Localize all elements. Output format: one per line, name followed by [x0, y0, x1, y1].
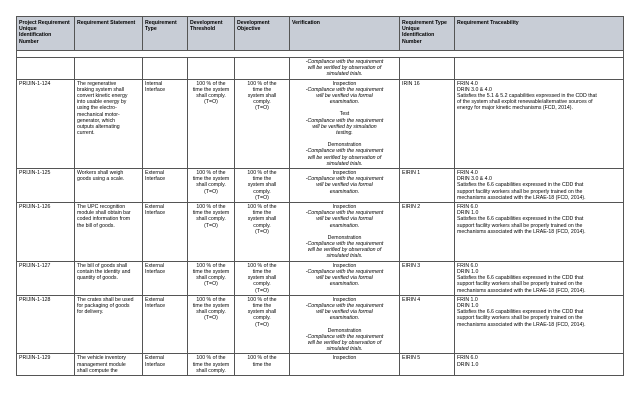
- text-line: time the system: [192, 86, 230, 93]
- text-line: Satisfies the 6.6 capabilities expressed in the CDD that: [457, 275, 584, 282]
- verification-method: Test: [339, 111, 350, 118]
- verification-text: -Compliance with the requirement: [305, 333, 384, 340]
- text-line: 100 % of the: [247, 262, 277, 269]
- text-line: Verification: [292, 20, 320, 26]
- verification: [290, 261, 400, 295]
- text-line: External: [145, 262, 165, 269]
- verification-text: -Compliance with the requirement: [305, 148, 384, 155]
- text-line: will be verified by observation of: [307, 65, 382, 72]
- verification-method: Inspection: [332, 80, 357, 87]
- text-line: support facility workers shall be properly trained on the: [457, 188, 583, 195]
- text-line: shall comply.: [196, 367, 226, 374]
- table-body: [17, 51, 624, 376]
- table-row: [17, 354, 624, 376]
- text-line: quantity of goods.: [77, 275, 118, 282]
- text-line: time the: [252, 210, 272, 217]
- text-line: The bill of goods shall: [77, 262, 128, 269]
- text-line: comply.: [253, 222, 271, 229]
- text-line: support facility workers shall be properly trained on the: [457, 281, 583, 288]
- text-line: coded information from: [77, 216, 131, 223]
- header-row: [17, 17, 624, 51]
- text-line: DRIN 1.0: [457, 302, 479, 309]
- text-line: 100 % of the: [196, 204, 226, 211]
- verification: [290, 169, 400, 203]
- requirement-type-id: EIRIN 5: [400, 354, 455, 376]
- text-line: Satisfies the 6.6 capabilities expressed in the CDD that: [457, 309, 584, 316]
- text-line: system shall: [247, 93, 277, 100]
- text-line: the bill of goods.: [77, 222, 115, 229]
- text-line: Internal: [145, 80, 163, 87]
- verification-text: -Compliance with the requirement: [305, 176, 384, 183]
- text-line: 100 % of the: [247, 80, 277, 87]
- text-line: shall comply.: [196, 182, 226, 189]
- development-objective: [235, 79, 290, 168]
- text-line: The regenerative: [77, 80, 117, 87]
- verification-method: Inspection: [332, 204, 357, 211]
- text-line: Interface: [145, 302, 166, 309]
- verification-text: simulated trials.: [326, 253, 363, 260]
- text-line: (T=O): [204, 315, 218, 322]
- text-line: for delivery.: [77, 309, 104, 316]
- text-line: time the system: [192, 176, 230, 183]
- text-line: time the: [252, 86, 272, 93]
- verification-text: will be verified via formal: [316, 182, 373, 189]
- requirement-type: [143, 203, 188, 262]
- text-line: External: [145, 204, 165, 211]
- text-line: convert kinetic energy: [77, 93, 128, 100]
- text-line: Satisfies the 6.6 capabilities expressed in the CDD that: [457, 182, 584, 189]
- text-line: Identification: [402, 32, 435, 39]
- requirement-statement: [75, 261, 143, 295]
- text-line: time the system: [192, 210, 230, 217]
- requirement-traceability: [455, 295, 624, 354]
- text-line: (T=O): [255, 287, 269, 294]
- verification-text: -Compliance with the requirement: [305, 210, 384, 217]
- text-line: module shall obtain bar: [77, 210, 131, 217]
- requirement-id: PRIJIN-1-124: [17, 79, 75, 168]
- text-line: 100 % of the: [196, 262, 226, 269]
- verification-method: Inspection: [332, 296, 357, 303]
- text-line: FRIN 6.0: [457, 262, 478, 269]
- text-line: Interface: [145, 210, 166, 217]
- header-project-requirement-id: [17, 17, 75, 51]
- gap-row: [17, 51, 624, 58]
- text-line: comply.: [253, 315, 271, 322]
- text-line: system shall: [247, 309, 277, 316]
- verification: [290, 203, 400, 262]
- requirement-statement: [75, 79, 143, 168]
- text-line: system shall: [247, 275, 277, 282]
- requirement-traceability: [455, 79, 624, 168]
- text-line: -Compliance with the requirement: [305, 59, 384, 65]
- text-line: FRIN 4.0: [457, 170, 478, 177]
- verification-text: testing.: [336, 130, 353, 137]
- development-objective: [235, 354, 290, 376]
- text-line: (T=O): [255, 105, 269, 112]
- text-line: mechanisms associated with the LRAE-18 (FCD, 2014).: [457, 228, 586, 235]
- verification-text: -Compliance with the requirement: [305, 268, 384, 275]
- text-line: (T=O): [255, 321, 269, 328]
- verification-text: -Compliance with the requirement: [305, 86, 384, 93]
- text-line: DRIN 3.0 & 4.0: [457, 176, 492, 183]
- text-line: Identification: [19, 32, 52, 39]
- text-line: The crates shall be used: [77, 296, 134, 303]
- requirement-traceability: [455, 354, 624, 376]
- development-threshold: [188, 295, 235, 354]
- text-line: shall comply.: [196, 93, 226, 100]
- text-line: time the system: [192, 361, 230, 368]
- text-line: for packaging of goods: [77, 302, 130, 309]
- requirement-id: PRIJIN-1-129: [17, 354, 75, 376]
- text-line: mechanisms associated with the LRAE-18 (FCD, 2014).: [457, 321, 586, 328]
- text-line: mechanical motor-: [77, 111, 120, 118]
- header-requirement-type: [143, 17, 188, 51]
- text-line: Interface: [145, 176, 166, 183]
- text-line: 100 % of the: [196, 355, 226, 362]
- requirement-traceability: [455, 169, 624, 203]
- header-requirement-type-id: [400, 17, 455, 51]
- verification: [290, 354, 400, 376]
- text-line: DRIN 1.0: [457, 361, 479, 368]
- text-line: simulated trials.: [326, 71, 363, 78]
- text-line: The vehicle inventory: [77, 355, 127, 362]
- text-line: The UPC recognition: [77, 204, 126, 211]
- requirement-statement: [75, 354, 143, 376]
- text-line: shall comply.: [196, 216, 226, 223]
- text-line: (T=O): [204, 222, 218, 229]
- text-line: Development: [237, 20, 270, 26]
- development-threshold: [188, 261, 235, 295]
- requirement-type-id: EIRIN 3: [400, 261, 455, 295]
- verification-text: -Compliance with the requirement: [305, 241, 384, 248]
- text-line: (T=O): [204, 281, 218, 288]
- verification-text: examination.: [329, 99, 360, 106]
- text-line: generator, which: [77, 117, 116, 124]
- text-line: comply.: [253, 281, 271, 288]
- text-line: of the system shall exploit renewable/alternative sources of: [457, 99, 593, 106]
- verification-text: will be verified via formal: [316, 275, 373, 282]
- verification-method: Demonstration: [327, 142, 362, 149]
- text-line: mechanisms associated with the LRAE-18 (FCD, 2014).: [457, 194, 586, 201]
- text-line: (T=O): [255, 194, 269, 201]
- text-line: Project Requirement: [19, 20, 70, 26]
- requirement-id: PRIJIN-1-125: [17, 169, 75, 203]
- continuation-row: [17, 58, 624, 80]
- text-line: FRIN 1.0: [457, 296, 478, 303]
- text-line: 100 % of the: [247, 204, 277, 211]
- requirement-type-id: EIRIN 2: [400, 203, 455, 262]
- text-line: 100 % of the: [247, 355, 277, 362]
- continuation-verification: [290, 58, 400, 80]
- text-line: time the system: [192, 268, 230, 275]
- development-objective: [235, 203, 290, 262]
- text-line: Unique: [19, 26, 37, 33]
- header-verification: [290, 17, 400, 51]
- requirements-table: [16, 16, 624, 376]
- text-line: Requirement: [145, 20, 177, 26]
- text-line: FRIN 6.0: [457, 355, 478, 362]
- text-line: Unique: [402, 26, 420, 33]
- development-objective: [235, 261, 290, 295]
- verification-text: will be verified by observation of: [307, 247, 382, 254]
- text-line: outputs alternating: [77, 124, 120, 131]
- text-line: time the: [252, 361, 272, 368]
- text-line: DRIN 1.0: [457, 268, 479, 275]
- requirement-type: [143, 261, 188, 295]
- requirement-type-id: EIRIN 1: [400, 169, 455, 203]
- verification-method: Inspection: [332, 262, 357, 269]
- requirement-type: [143, 79, 188, 168]
- text-line: Requirement Statement: [77, 20, 136, 26]
- text-line: comply.: [253, 188, 271, 195]
- verification-text: examination.: [329, 222, 360, 229]
- text-line: 100 % of the: [196, 296, 226, 303]
- text-line: 100 % of the: [247, 296, 277, 303]
- header-requirement-traceability: [455, 17, 624, 51]
- development-threshold: [188, 354, 235, 376]
- requirement-id: PRIJIN-1-126: [17, 203, 75, 262]
- requirement-type-id: IRIN 16: [400, 79, 455, 168]
- text-line: system shall: [247, 182, 277, 189]
- text-line: goods using a scale.: [77, 176, 125, 183]
- development-threshold: [188, 79, 235, 168]
- text-line: Interface: [145, 268, 166, 275]
- text-line: management module: [77, 361, 126, 368]
- text-line: 100 % of the: [247, 170, 277, 177]
- text-line: Type: [145, 26, 157, 33]
- text-line: shall comply.: [196, 309, 226, 316]
- text-line: time the: [252, 176, 272, 183]
- verification: [290, 79, 400, 168]
- text-line: Satisfies the 5.1 & 5.2 capabilities expressed in the CDD that: [457, 93, 597, 100]
- text-line: Interface: [145, 86, 166, 93]
- text-line: Development: [190, 20, 223, 26]
- verification-method: Inspection: [332, 355, 357, 362]
- verification-text: will be verified by simulation: [312, 123, 377, 130]
- header-development-threshold: [188, 17, 235, 51]
- text-line: braking system shall: [77, 86, 124, 93]
- requirement-statement: [75, 203, 143, 262]
- development-objective: [235, 169, 290, 203]
- text-line: contain the identity and: [77, 268, 131, 275]
- verification-text: -Compliance with the requirement: [305, 117, 384, 124]
- development-objective: [235, 295, 290, 354]
- verification-text: examination.: [329, 188, 360, 195]
- text-line: using the electro-: [77, 105, 117, 112]
- text-line: External: [145, 296, 165, 303]
- verification-method: Demonstration: [327, 234, 362, 241]
- header-requirement-statement: [75, 17, 143, 51]
- text-line: Requirement Type: [402, 20, 447, 26]
- text-line: Objective: [237, 26, 261, 33]
- text-line: shall compute the: [77, 367, 118, 374]
- development-threshold: [188, 203, 235, 262]
- verification-text: will be verified via formal: [316, 216, 373, 223]
- text-line: system shall: [247, 216, 277, 223]
- verification: [290, 295, 400, 354]
- text-line: time the system: [192, 302, 230, 309]
- text-line: Requirement Traceability: [457, 20, 519, 26]
- text-line: 100 % of the: [196, 80, 226, 87]
- text-line: support facility workers shall be properly trained on the: [457, 315, 583, 322]
- text-line: (T=O): [204, 99, 218, 106]
- text-line: FRIN 6.0: [457, 204, 478, 211]
- text-line: External: [145, 355, 165, 362]
- requirement-statement: [75, 295, 143, 354]
- table-row: [17, 79, 624, 168]
- text-line: Workers shall weigh: [77, 170, 124, 177]
- table-row: [17, 261, 624, 295]
- requirement-traceability: [455, 261, 624, 295]
- verification-text: will be verified by observation of: [307, 154, 382, 161]
- text-line: mechanisms associated with the LRAE-18 (FCD, 2014).: [457, 287, 586, 294]
- text-line: External: [145, 170, 165, 177]
- verification-text: examination.: [329, 281, 360, 288]
- verification-text: -Compliance with the requirement: [305, 302, 384, 309]
- requirement-type: [143, 354, 188, 376]
- development-threshold: [188, 169, 235, 203]
- table-row: [17, 169, 624, 203]
- text-line: Satisfies the 6.6 capabilities expressed in the CDD that: [457, 216, 584, 223]
- verification-text: examination.: [329, 315, 360, 322]
- text-line: support facility workers shall be properly trained on the: [457, 222, 583, 229]
- header-development-objective: [235, 17, 290, 51]
- text-line: energy for major kinetic mechanisms (FCD, 2014).: [457, 105, 573, 112]
- text-line: 100 % of the: [196, 170, 226, 177]
- requirement-id: PRIJIN-1-127: [17, 261, 75, 295]
- verification-text: will be verified via formal: [316, 93, 373, 100]
- text-line: comply.: [253, 99, 271, 106]
- text-line: Number: [19, 38, 39, 45]
- requirement-id: PRIJIN-1-128: [17, 295, 75, 354]
- verification-text: will be verified by observation of: [307, 339, 382, 346]
- table-row: [17, 295, 624, 354]
- verification-method: Inspection: [332, 170, 357, 177]
- text-line: time the: [252, 302, 272, 309]
- requirement-type: [143, 169, 188, 203]
- text-line: Interface: [145, 361, 166, 368]
- requirement-type: [143, 295, 188, 354]
- verification-text: will be verified via formal: [316, 309, 373, 316]
- verification-text: simulated trials.: [326, 160, 363, 167]
- requirement-type-id: EIRIN 4: [400, 295, 455, 354]
- verification-text: simulated trials.: [326, 346, 363, 353]
- text-line: shall comply.: [196, 275, 226, 282]
- text-line: Number: [402, 38, 422, 45]
- table-row: [17, 203, 624, 262]
- requirement-statement: [75, 169, 143, 203]
- text-line: FRIN 4.0: [457, 80, 478, 87]
- text-line: current.: [77, 130, 95, 137]
- text-line: time the: [252, 268, 272, 275]
- text-line: DRIN 3.0 & 4.0: [457, 86, 492, 93]
- text-line: (T=O): [255, 228, 269, 235]
- text-line: (T=O): [204, 188, 218, 195]
- text-line: into usable energy by: [77, 99, 127, 106]
- verification-method: Demonstration: [327, 327, 362, 334]
- requirement-traceability: [455, 203, 624, 262]
- text-line: Threshold: [190, 26, 216, 33]
- text-line: DRIN 1.0: [457, 210, 479, 217]
